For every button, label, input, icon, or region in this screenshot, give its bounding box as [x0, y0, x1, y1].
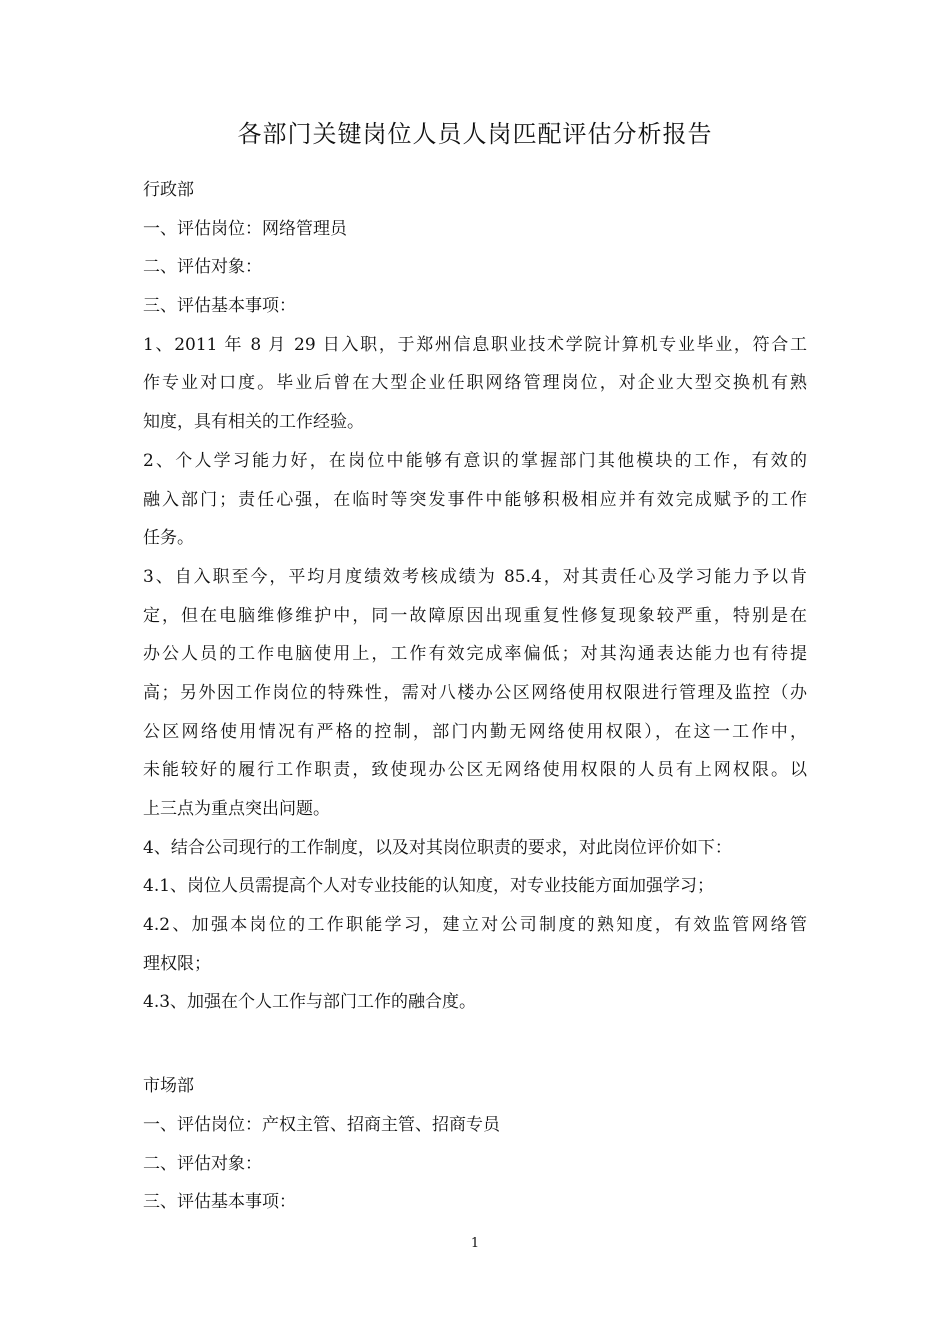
basic-matters-heading: 三、评估基本事项：: [143, 296, 296, 317]
paragraph-line: 上三点为重点突出问题。: [143, 799, 330, 819]
evaluation-item: 4.1、岗位人员需提高个人对专业技能的认知度，对专业技能方面加强学习；: [143, 876, 715, 897]
page-number: 1: [470, 1236, 480, 1251]
paragraph-line: 作专业对口度。毕业后曾在大型企业任职网络管理岗位，对企业大型交换机有熟: [143, 373, 807, 394]
paragraph-line: 公区网络使用情况有严格的控制，部门内勤无网络使用权限），在这一工作中，: [143, 721, 807, 742]
evaluation-item: 4.2、加强本岗位的工作职能学习，建立对公司制度的熟知度，有效监管网络管: [143, 915, 807, 936]
evaluation-item: 4.3、加强在个人工作与部门工作的融合度。: [143, 992, 477, 1013]
basic-matters-heading: 三、评估基本事项：: [143, 1192, 296, 1213]
document-body: [143, 171, 807, 1222]
paragraph-line: 未能较好的履行工作职责，致使现办公区无网络使用权限的人员有上网权限。以: [143, 760, 807, 781]
paragraph-line: 3、自入职至今，平均月度绩效考核成绩为 85.4，对其责任心及学习能力予以肯: [143, 566, 807, 587]
evaluation-item: 理权限；: [143, 953, 211, 974]
section-spacer: [143, 1022, 807, 1067]
paragraph-line: 知度，具有相关的工作经验。: [143, 412, 364, 433]
paragraph-line: 办公人员的工作电脑使用上，工作有效完成率偏低；对其沟通表达能力也有待提: [143, 644, 807, 665]
paragraph-line: 2、个人学习能力好，在岗位中能够有意识的掌握部门其他模块的工作，有效的: [143, 450, 807, 471]
evaluated-subject: 二、评估对象：: [143, 257, 262, 278]
evaluated-subject: 二、评估对象：: [143, 1153, 262, 1174]
department-heading: 行政部: [143, 180, 194, 200]
evaluated-position: 一、评估岗位：产权主管、招商主管、招商专员: [143, 1114, 500, 1135]
evaluation-summary-line: 4、结合公司现行的工作制度，以及对其岗位职责的要求，对此岗位评价如下：: [143, 837, 732, 858]
department-heading: 市场部: [143, 1076, 194, 1097]
paragraph-line: 任务。: [143, 528, 194, 549]
evaluated-position: 一、评估岗位：网络管理员: [143, 218, 347, 239]
paragraph-line: 融入部门；责任心强，在临时等突发事件中能够积极相应并有效完成赋予的工作: [143, 489, 807, 510]
paragraph-line: 定，但在电脑维修维护中，同一故障原因出现重复性修复现象较严重，特别是在: [143, 605, 807, 626]
document-title: 各部门关键岗位人员人岗匹配评估分析报告: [237, 120, 713, 148]
paragraph-line: 1、2011 年 8 月 29 日入职，于郑州信息职业技术学院计算机专业毕业，符合工: [143, 334, 807, 355]
paragraph-line: 高；另外因工作岗位的特殊性，需对八楼办公区网络使用权限进行管理及监控（办: [143, 682, 807, 703]
